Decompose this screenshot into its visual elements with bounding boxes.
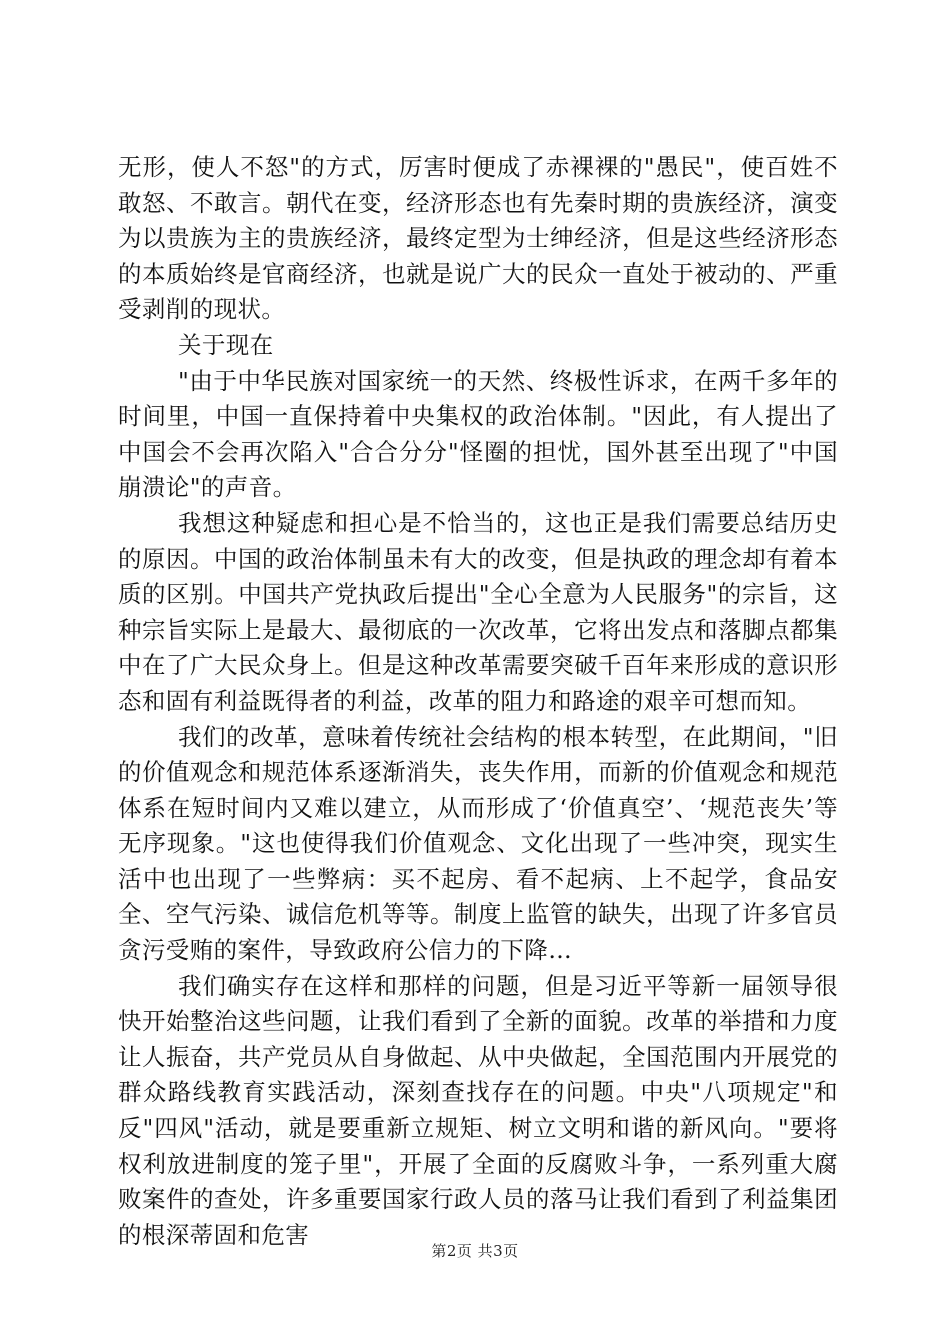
paragraph-5: 我们的改革，意味着传统社会结构的根本转型，在此期间，"旧的价值观念和规范体系逐渐消失，丧失作用，而新的价值观念和规范体系在短时间内又难以建立，从而形成了‘价值真空’、‘规范丧失’等无序现象。"这也使得我们价值观念、文化出现了一些冲突，现实生活中也出现了一些弊病：买不起房、看不起病、上不起学，食品安全、空气污染、诚信危机等等。制度上监管的缺失，出现了许多官员贪污受贿的案件，导致政府公信力的下降…: [118, 722, 838, 965]
body-text: [118, 150, 838, 1253]
paragraph-6: 我们确实存在这样和那样的问题，但是习近平等新一届领导很快开始整治这些问题，让我们看到了全新的面貌。改革的举措和力度让人振奋，共产党员从自身做起、从中央做起，全国范围内开展党的群众路线教育实践活动，深刻查找存在的问题。中央"八项规定"和反"四风"活动，就是要重新立规矩、树立文明和谐的新风向。"要将权利放进制度的笼子里"，开展了全面的反腐败斗争，一系列重大腐败案件的查处，许多重要国家行政人员的落马让我们看到了利益集团的根深蒂固和危害: [118, 971, 838, 1249]
paragraph-3: "由于中华民族对国家统一的天然、终极性诉求，在两千多年的时间里，中国一直保持着中央集权的政治体制。"因此，有人提出了中国会不会再次陷入"合合分分"怪圈的担忧，国外甚至出现了"中国崩溃论"的声音。: [118, 366, 838, 502]
page-footer: 第2页 共3页: [431, 1242, 519, 1260]
paragraph-1: 无形，使人不怒"的方式，厉害时便成了赤裸裸的"愚民"，使百姓不敢怒、不敢言。朝代在变，经济形态也有先秦时期的贵族经济，演变为以贵族为主的贵族经济，最终定型为士绅经济，但是这些经济形态的本质始终是官商经济，也就是说广大的民众一直处于被动的、严重受剥削的现状。: [118, 153, 838, 324]
paragraph-4: 我想这种疑虑和担心是不恰当的，这也正是我们需要总结历史的原因。中国的政治体制虽未有大的改变，但是执政的理念却有着本质的区别。中国共产党执政后提出"全心全意为人民服务"的宗旨，这种宗旨实际上是最大、最彻底的一次改革，它将出发点和落脚点都集中在了广大民众身上。但是这种改革需要突破千百年来形成的意识形态和固有利益既得者的利益，改革的阻力和路途的艰辛可想而知。: [118, 508, 838, 715]
section-heading-about-present: 关于现在: [178, 330, 274, 359]
